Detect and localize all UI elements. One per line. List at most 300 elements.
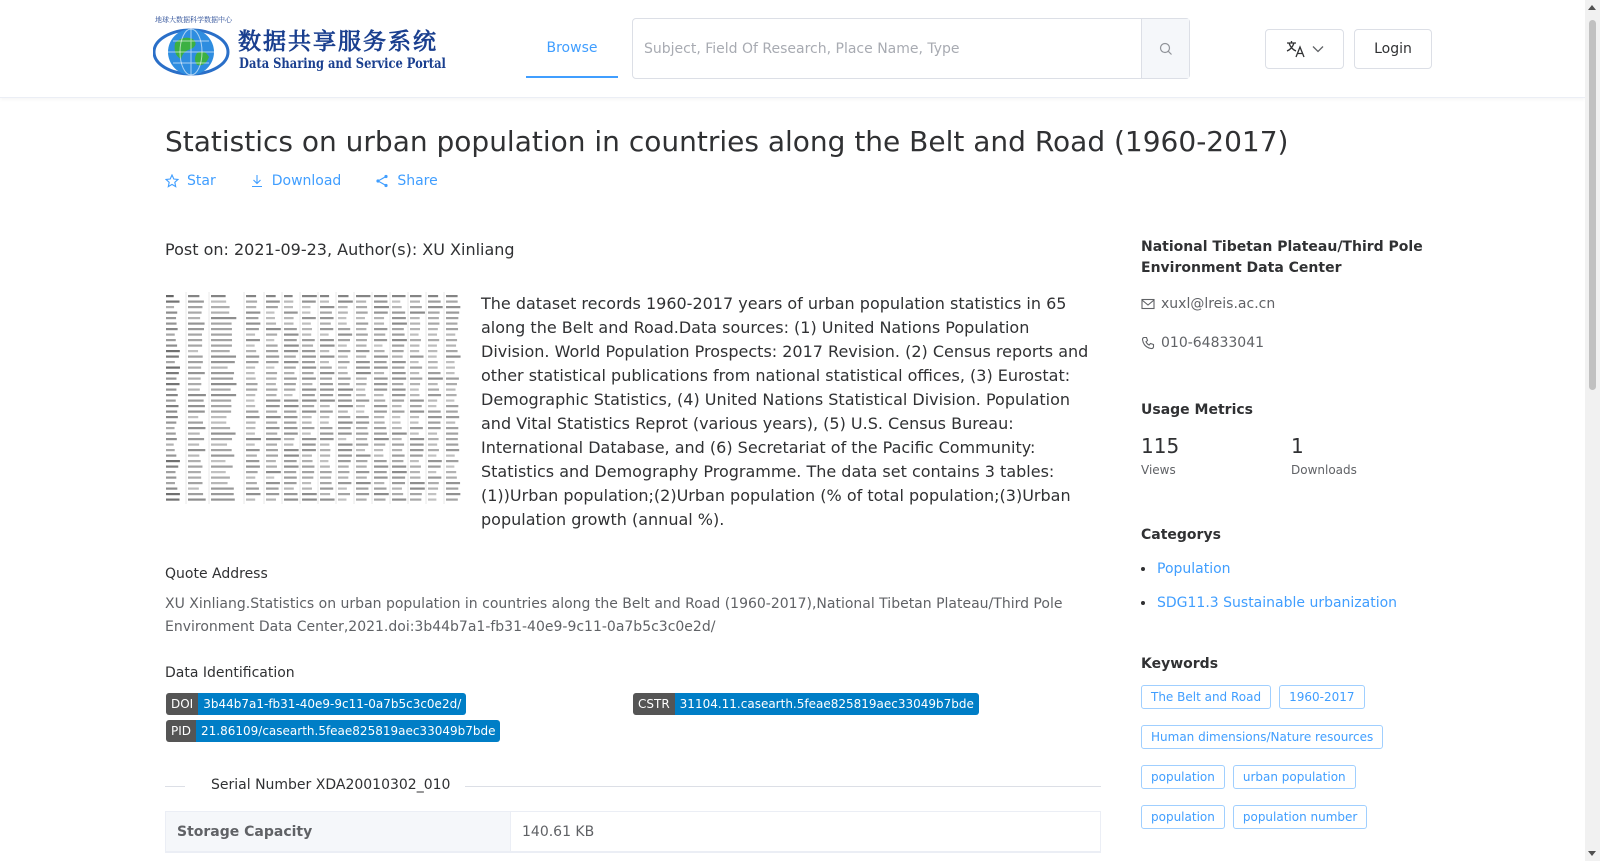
thumbnail-cell-mark [320, 312, 332, 314]
views-metric [1141, 434, 1179, 477]
contact-phone-text: 010-64833041 [1161, 335, 1265, 351]
serial-number-divider [165, 777, 1101, 797]
thumbnail-cell-mark [302, 427, 314, 429]
thumbnail-cell-mark [211, 416, 226, 418]
categories-list [1141, 559, 1397, 627]
thumbnail-cell-mark [302, 345, 313, 347]
thumbnail-cell-mark [392, 328, 404, 330]
thumbnail-cell-mark [446, 394, 457, 396]
thumbnail-cell-mark [246, 416, 260, 418]
thumbnail-cell-mark [284, 405, 299, 407]
site-logo[interactable] [153, 16, 446, 80]
thumbnail-cell-mark [356, 460, 367, 462]
dataset-actions [165, 173, 438, 189]
thumbnail-cell-mark [320, 339, 334, 341]
cstr-badge[interactable] [633, 693, 979, 715]
thumbnail-cell-mark [284, 471, 296, 473]
thumbnail-cell-mark [211, 422, 226, 424]
thumbnail-cell-mark [188, 427, 205, 429]
thumbnail-cell-mark [284, 444, 293, 446]
thumbnail-cell-mark [302, 466, 314, 468]
thumbnail-cell-mark [428, 427, 441, 429]
thumbnail-cell-mark [188, 433, 200, 435]
doi-badge[interactable] [166, 693, 466, 715]
thumbnail-cell-mark [266, 317, 275, 319]
thumbnail-cell-mark [428, 372, 441, 374]
pid-badge[interactable] [166, 720, 500, 742]
thumbnail-cell-mark [284, 323, 294, 325]
thumbnail-cell-mark [246, 339, 260, 341]
thumbnail-cell-mark [211, 328, 232, 330]
thumbnail-cell-mark [446, 460, 458, 462]
thumbnail-cell-mark [266, 312, 274, 314]
thumbnail-cell-mark [338, 334, 352, 336]
thumbnail-cell-mark [166, 488, 177, 490]
thumbnail-cell-mark [446, 306, 460, 308]
thumbnail-cell-mark [246, 389, 257, 391]
thumbnail-cell-mark [266, 466, 277, 468]
thumbnail-cell-mark [246, 444, 255, 446]
thumbnail-cell-mark [374, 334, 385, 336]
thumbnail-cell-mark [392, 427, 402, 429]
thumbnail-cell-mark [320, 361, 329, 363]
keyword-tag[interactable]: 1960-2017 [1279, 685, 1364, 709]
thumbnail-cell-mark [302, 411, 316, 413]
thumbnail-cell-mark [266, 488, 279, 490]
thumbnail-cell-mark [392, 350, 404, 352]
keyword-tag[interactable]: urban population [1233, 765, 1356, 789]
thumbnail-cell-mark [374, 444, 385, 446]
login-button[interactable]: Login [1354, 29, 1432, 69]
thumbnail-cell-mark [188, 449, 205, 451]
thumbnail-cell-mark [392, 389, 406, 391]
thumbnail-cell-mark [166, 433, 176, 435]
divider-line-left [165, 786, 185, 787]
keyword-tag[interactable]: population [1141, 765, 1225, 789]
thumbnail-cell-mark [211, 367, 228, 369]
thumbnail-cell-mark [166, 422, 176, 424]
thumbnail-cell-mark [356, 466, 367, 468]
thumbnail-cell-mark [410, 438, 424, 440]
thumbnail-cell-mark [374, 416, 384, 418]
thumbnail-cell-mark [284, 356, 296, 358]
thumbnail-cell-mark [188, 482, 203, 484]
thumbnail-cell-mark [446, 378, 459, 380]
thumbnail-cell-mark [211, 372, 234, 374]
keyword-tag[interactable]: The Belt and Road [1141, 685, 1271, 709]
thumbnail-cell-mark [188, 394, 206, 396]
thumbnail-cell-mark [284, 427, 297, 429]
thumbnail-cell-mark [338, 356, 348, 358]
thumbnail-cell-mark [392, 422, 401, 424]
thumbnail-cell-mark [356, 411, 364, 413]
download-button[interactable] [250, 173, 342, 189]
thumbnail-cell-mark [211, 411, 231, 413]
thumbnail-cell-mark [211, 345, 232, 347]
thumbnail-cell-mark [284, 383, 296, 385]
thumbnail-cell-mark [211, 499, 235, 501]
thumbnail-cell-mark [246, 477, 255, 479]
thumbnail-cell-mark [410, 295, 421, 297]
thumbnail-cell-mark [188, 422, 203, 424]
thumbnail-cell-mark [266, 411, 277, 413]
thumbnail-cell-mark [410, 488, 425, 490]
thumbnail-cell-mark [266, 295, 276, 297]
thumbnail-cell-mark [166, 317, 176, 319]
thumbnail-cell-mark [188, 361, 203, 363]
thumbnail-cell-mark [374, 372, 384, 374]
thumbnail-cell-mark [428, 301, 441, 303]
thumbnail-cell-mark [338, 449, 352, 451]
star-button[interactable] [165, 173, 216, 189]
thumbnail-cell-mark [320, 416, 329, 418]
thumbnail-cell-mark [211, 455, 234, 457]
contact-phone [1141, 335, 1264, 351]
thumbnail-cell-mark [284, 367, 296, 369]
thumbnail-cell-mark [320, 378, 332, 380]
thumbnail-cell-mark [246, 372, 255, 374]
thumbnail-cell-mark [446, 416, 459, 418]
thumbnail-cell-mark [246, 460, 259, 462]
share-button[interactable] [375, 173, 437, 189]
thumbnail-cell-mark [338, 422, 353, 424]
thumbnail-cell-mark [356, 449, 365, 451]
thumbnail-cell-mark [284, 372, 294, 374]
keyword-tag[interactable]: Human dimensions/Nature resources [1141, 725, 1383, 749]
thumbnail-cell-mark [320, 356, 334, 358]
thumbnail-cell-mark [446, 356, 461, 358]
thumbnail-cell-mark [374, 356, 388, 358]
thumbnail-cell-mark [166, 301, 180, 303]
thumbnail-cell-mark [284, 345, 299, 347]
phone-icon [1141, 336, 1155, 350]
thumbnail-cell-mark [188, 378, 201, 380]
thumbnail-cell-mark [188, 460, 201, 462]
thumbnail-cell-mark [374, 345, 382, 347]
thumbnail-cell-mark [374, 378, 388, 380]
thumbnail-cell-mark [266, 339, 274, 341]
thumbnail-cell-mark [356, 493, 369, 495]
thumbnail-cell-mark [428, 328, 438, 330]
thumbnail-cell-mark [188, 499, 206, 501]
thumbnail-cell-mark [374, 433, 387, 435]
thumbnail-cell-mark [188, 400, 204, 402]
thumbnail-cell-mark [392, 306, 402, 308]
thumbnail-cell-mark [392, 334, 405, 336]
thumbnail-cell-mark [284, 350, 298, 352]
thumbnail-cell-mark [338, 482, 351, 484]
language-switch-button[interactable] [1265, 29, 1344, 69]
thumbnail-cell-mark [338, 361, 350, 363]
thumbnail-cell-mark [166, 499, 179, 501]
thumbnail-cell-mark [166, 466, 178, 468]
thumbnail-cell-mark [410, 312, 425, 314]
thumbnail-cell-mark [356, 422, 369, 424]
thumbnail-cell-mark [392, 361, 406, 363]
thumbnail-cell-mark [338, 367, 347, 369]
thumbnail-cell-mark [188, 444, 199, 446]
thumbnail-cell-mark [246, 378, 256, 380]
thumbnail-cell-mark [428, 317, 439, 319]
thumbnail-cell-mark [188, 389, 200, 391]
thumbnail-cell-mark [211, 312, 229, 314]
thumbnail-cell-mark [166, 394, 178, 396]
thumbnail-cell-mark [320, 295, 329, 297]
thumbnail-cell-mark [302, 394, 315, 396]
search-button[interactable] [1141, 19, 1189, 78]
thumbnail-cell-mark [266, 477, 274, 479]
thumbnail-cell-mark [356, 482, 371, 484]
thumbnail-cell-mark [246, 312, 260, 314]
thumbnail-cell-mark [338, 295, 349, 297]
thumbnail-cell-mark [374, 301, 387, 303]
thumbnail-cell-mark [446, 389, 456, 391]
thumbnail-cell-mark [410, 361, 419, 363]
thumbnail-cell-mark [302, 433, 311, 435]
thumbnail-cell-mark [392, 400, 404, 402]
dataset-info-table [165, 811, 1101, 853]
download-icon [250, 174, 264, 188]
thumbnail-cell-mark [338, 328, 350, 330]
thumbnail-cell-mark [428, 449, 439, 451]
thumbnail-cell-mark [356, 361, 370, 363]
dataset-description: The dataset records 1960-2017 years of urban population statistics in 65 along the Belt and Road.Data sources: (1) United Nations Population Division. World Population Prospects: 2017 Revision. (2) Census reports and other statistical publications from national statistical offices, (3) Eurostat: Demographic Statistics, (4) United Nations Statistical Division. Population and Vital Statistics Reprot (various years), (5) U.S. Census Bureau: International Database, and (6) Secretariat of the Pacific Community: Statistics and Demography Programme. The data set contains 3 tables: (1))Urban population;(2)Urban population (% of total population;(3)Urban population growth (annual %). [481, 294, 1089, 529]
thumbnail-cell-mark [284, 466, 299, 468]
thumbnail-cell-mark [246, 317, 258, 319]
thumbnail-cell-mark [284, 334, 299, 336]
thumbnail-cell-mark [302, 306, 310, 308]
thumbnail-cell-mark [302, 389, 316, 391]
thumbnail-cell-mark [410, 334, 419, 336]
thumbnail-cell-mark [410, 482, 425, 484]
scrollbar-thumb[interactable] [1589, 20, 1596, 390]
thumbnail-cell-mark [428, 416, 442, 418]
thumbnail-cell-mark [356, 477, 367, 479]
thumbnail-cell-mark [320, 400, 335, 402]
thumbnail-cell-mark [266, 499, 276, 501]
thumbnail-cell-mark [302, 460, 313, 462]
thumbnail-cell-mark [284, 449, 299, 451]
thumbnail-cell-mark [302, 323, 311, 325]
logo-small-text: 地球大数据科学数据中心 [155, 16, 232, 24]
thumbnail-cell-mark [428, 444, 437, 446]
thumbnail-cell-mark [428, 312, 440, 314]
thumbnail-cell-mark [284, 438, 294, 440]
thumbnail-cell-mark [211, 493, 234, 495]
thumbnail-cell-mark [374, 323, 384, 325]
thumbnail-cell-mark [166, 438, 177, 440]
thumbnail-cell-mark [410, 405, 422, 407]
thumbnail-cell-mark [302, 488, 312, 490]
thumbnail-cell-mark [188, 295, 199, 297]
thumbnail-cell-mark [211, 471, 226, 473]
thumbnail-cell-mark [302, 471, 314, 473]
scroll-down-arrow-icon[interactable] [1588, 851, 1596, 856]
thumbnail-cell-mark [428, 356, 437, 358]
thumbnail-cell-mark [166, 444, 174, 446]
thumbnail-cell-mark [284, 378, 297, 380]
thumbnail-cell-mark [338, 394, 351, 396]
keyword-tag[interactable]: population number [1233, 805, 1368, 829]
thumbnail-cell-mark [211, 323, 232, 325]
thumbnail-cell-mark [320, 427, 332, 429]
thumbnail-cell-mark [356, 433, 368, 435]
thumbnail-cell-mark [410, 466, 421, 468]
thumbnail-cell-mark [338, 455, 352, 457]
thumbnail-cell-mark [166, 345, 177, 347]
thumbnail-cell-mark [428, 339, 439, 341]
keyword-tag[interactable]: population [1141, 805, 1225, 829]
thumbnail-cell-mark [356, 306, 367, 308]
thumbnail-cell-mark [302, 361, 315, 363]
thumbnail-cell-mark [302, 328, 312, 330]
table-preview-image [165, 292, 465, 504]
thumbnail-cell-mark [392, 499, 406, 501]
thumbnail-cell-mark [284, 493, 298, 495]
thumbnail-cell-mark [302, 477, 313, 479]
thumbnail-cell-mark [266, 345, 278, 347]
thumbnail-cell-mark [246, 411, 258, 413]
thumbnail-cell-mark [338, 301, 353, 303]
thumbnail-cell-mark [428, 493, 436, 495]
thumbnail-cell-mark [356, 356, 366, 358]
thumbnail-cell-mark [374, 312, 388, 314]
thumbnail-cell-mark [211, 433, 236, 435]
thumbnail-cell-mark [166, 416, 178, 418]
thumbnail-cell-mark [374, 466, 388, 468]
thumbnail-cell-mark [356, 416, 369, 418]
thumbnail-cell-mark [302, 438, 316, 440]
data-center-name: National Tibetan Plateau/Third Pole Environment Data Center [1141, 239, 1423, 276]
thumbnail-cell-mark [302, 356, 316, 358]
thumbnail-cell-mark [392, 378, 406, 380]
thumbnail-cell-mark [392, 466, 406, 468]
thumbnail-cell-mark [428, 295, 438, 297]
thumbnail-cell-mark [166, 477, 176, 479]
thumbnail-cell-mark [374, 460, 387, 462]
thumbnail-cell-mark [338, 493, 350, 495]
thumbnail-cell-mark [374, 427, 386, 429]
thumbnail-cell-mark [246, 433, 255, 435]
thumbnail-cell-mark [284, 361, 298, 363]
nav-browse-tab[interactable]: Browse [526, 0, 618, 78]
thumbnail-cell-mark [188, 328, 204, 330]
thumbnail-cell-mark [338, 471, 349, 473]
thumbnail-cell-mark [246, 328, 259, 330]
thumbnail-cell-mark [446, 444, 458, 446]
thumbnail-cell-mark [356, 471, 369, 473]
thumbnail-cell-mark [428, 306, 443, 308]
thumbnail-cell-mark [446, 301, 458, 303]
thumbnail-cell-mark [246, 405, 255, 407]
thumbnail-cell-mark [428, 378, 443, 380]
thumbnail-cell-mark [356, 405, 365, 407]
thumbnail-cell-mark [266, 460, 276, 462]
contact-email-text: xuxl@lreis.ac.cn [1161, 296, 1276, 312]
thumbnail-cell-mark [284, 301, 293, 303]
thumbnail-cell-mark [320, 367, 332, 369]
thumbnail-cell-mark [410, 433, 419, 435]
thumbnail-cell-mark [392, 460, 403, 462]
thumbnail-cell-mark [338, 383, 350, 385]
thumbnail-cell-mark [284, 422, 296, 424]
thumbnail-cell-mark [188, 416, 198, 418]
thumbnail-cell-mark [338, 444, 353, 446]
thumbnail-cell-mark [246, 482, 257, 484]
thumbnail-cell-mark [392, 438, 402, 440]
thumbnail-cell-mark [211, 482, 228, 484]
thumbnail-cell-mark [410, 416, 419, 418]
downloads-count: 1 [1291, 434, 1304, 458]
thumbnail-cell-mark [166, 295, 174, 297]
scroll-up-arrow-icon[interactable] [1588, 5, 1596, 10]
thumbnail-cell-mark [410, 306, 422, 308]
thumbnail-cell-mark [302, 350, 315, 352]
thumbnail-cell-mark [166, 372, 179, 374]
thumbnail-cell-mark [392, 444, 404, 446]
thumbnail-cell-mark [211, 449, 232, 451]
thumbnail-cell-mark [338, 323, 347, 325]
category-link-population[interactable]: Population [1141, 559, 1397, 593]
thumbnail-cell-mark [374, 317, 384, 319]
thumbnail-cell-mark [356, 455, 371, 457]
thumbnail-cell-mark [428, 438, 439, 440]
thumbnail-cell-mark [266, 378, 277, 380]
thumbnail-cell-mark [166, 350, 180, 352]
thumbnail-cell-mark [211, 438, 232, 440]
logo-english-title: Data Sharing and Service Portal [239, 56, 446, 72]
thumbnail-cell-mark [410, 477, 420, 479]
thumbnail-cell-mark [392, 433, 407, 435]
keywords-heading: Keywords [1141, 656, 1219, 672]
thumbnail-cell-mark [446, 405, 458, 407]
thumbnail-cell-mark [356, 394, 366, 396]
thumbnail-cell-mark [338, 460, 351, 462]
thumbnail-cell-mark [284, 295, 293, 297]
views-label: Views [1141, 463, 1176, 477]
thumbnail-cell-mark [356, 383, 366, 385]
thumbnail-cell-mark [446, 345, 456, 347]
thumbnail-cell-mark [392, 323, 407, 325]
thumbnail-cell-mark [338, 416, 350, 418]
thumbnail-cell-mark [284, 416, 298, 418]
category-link-sdg11-3[interactable]: SDG11.3 Sustainable urbanization [1141, 593, 1397, 627]
thumbnail-cell-mark [246, 345, 255, 347]
thumbnail-cell-mark [320, 460, 328, 462]
thumbnail-cell-mark [284, 433, 298, 435]
thumbnail-cell-mark [446, 433, 458, 435]
thumbnail-cell-mark [338, 345, 347, 347]
thumbnail-cell-mark [246, 356, 259, 358]
thumbnail-cell-mark [446, 482, 460, 484]
cstr-badge-value: 31104.11.casearth.5feae825819aec33049b7bde [675, 693, 979, 715]
thumbnail-cell-mark [446, 493, 460, 495]
thumbnail-cell-mark [188, 317, 200, 319]
thumbnail-cell-mark [188, 455, 199, 457]
thumbnail-cell-mark [410, 301, 420, 303]
thumbnail-cell-mark [302, 295, 317, 297]
search-input[interactable] [633, 19, 1141, 78]
right-sidebar [1141, 237, 1441, 824]
thumbnail-cell-mark [392, 301, 400, 303]
mail-icon [1141, 298, 1155, 310]
thumbnail-cell-mark [356, 295, 370, 297]
thumbnail-cell-mark [166, 449, 175, 451]
thumbnail-cell-mark [246, 295, 256, 297]
thumbnail-cell-mark [392, 383, 403, 385]
page-scrollbar[interactable] [1585, 0, 1600, 861]
thumbnail-cell-mark [428, 471, 436, 473]
